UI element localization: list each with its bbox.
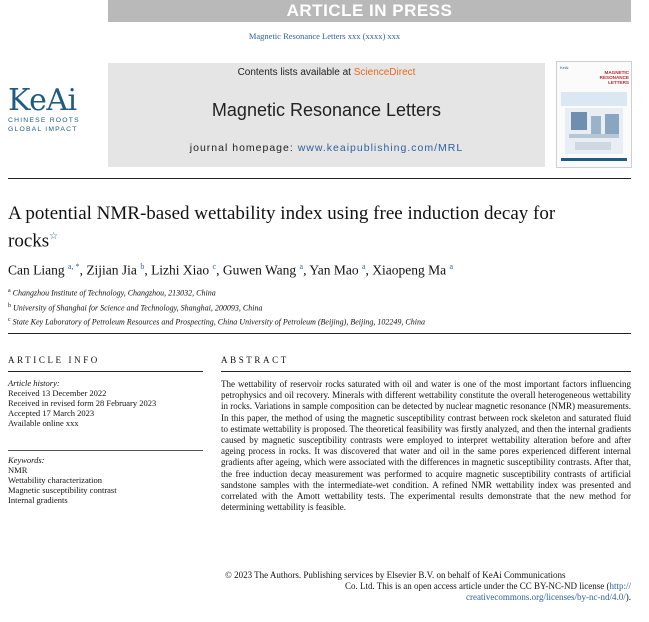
copyright-notice xyxy=(221,570,631,604)
license-link[interactable]: creativecommons.org/licenses/by-nc-nd/4.0/ xyxy=(465,592,626,603)
affiliation-b-sup: b xyxy=(8,302,11,309)
keai-logo-word: KeAi xyxy=(8,83,77,118)
history-revised: Received in revised form 28 February 2023 xyxy=(8,398,157,408)
cover-title: MAGNETIC RESONANCE LETTERS xyxy=(599,70,629,86)
journal-header xyxy=(108,63,545,167)
author-list xyxy=(8,262,631,279)
history-received: Received 13 December 2022 xyxy=(8,388,107,398)
article-title xyxy=(8,202,568,252)
keywords-label: Keywords: xyxy=(8,455,45,465)
author-4-name[interactable]: Guwen Wang xyxy=(222,262,297,278)
author-1-sup[interactable]: a, * xyxy=(68,262,80,271)
author-2-sup[interactable]: b xyxy=(140,262,145,271)
article-info-rule xyxy=(8,371,203,372)
author-4-sup[interactable]: a xyxy=(299,262,304,271)
keywords-rule xyxy=(8,450,203,451)
copyright-line-1: © 2023 The Authors. Publishing services by Elsevier B.V. on behalf of KeAi Communications xyxy=(225,570,566,580)
abstract-heading: ABSTRACT xyxy=(221,355,289,365)
affiliation-a-text: Changzhou Institute of Technology, Changzhou, 213032, China xyxy=(12,288,216,298)
affiliation-c-sup: c xyxy=(8,317,11,324)
author-2-sep: , xyxy=(144,262,152,278)
homepage-link[interactable]: www.keaipublishing.com/MRL xyxy=(297,142,464,154)
homepage-prefix: journal homepage: xyxy=(189,142,298,154)
title-footnote-mark[interactable]: ☆ xyxy=(49,231,59,242)
affiliations xyxy=(8,285,631,329)
sciencedirect-link[interactable]: ScienceDirect xyxy=(353,67,416,78)
author-3-sup[interactable]: c xyxy=(212,262,217,271)
keyword-item: Internal gradients xyxy=(8,495,68,505)
affiliation-c-text: State Key Laboratory of Petroleum Resources and Prospecting, China University of Petroleum (Beijing), Beijing, 102249, China xyxy=(12,317,425,327)
copyright-line-2-text: Co. Ltd. This is an open access article under the CC BY-NC-ND license ( xyxy=(344,581,610,592)
article-info-heading: ARTICLE INFO xyxy=(8,355,100,365)
journal-title: Magnetic Resonance Letters xyxy=(211,100,442,120)
author-3-name[interactable]: Lizhi Xiao xyxy=(151,262,210,278)
copyright-end: ). xyxy=(625,592,631,603)
author-6-sup[interactable]: a xyxy=(449,262,454,271)
copyright-line-3 xyxy=(221,592,631,603)
author-4-sep: , xyxy=(303,262,310,278)
cover-keai: KeAi xyxy=(560,65,569,70)
author-2-name[interactable]: Zijian Jia xyxy=(86,262,137,278)
affiliation-b xyxy=(8,300,631,315)
article-history xyxy=(8,378,203,428)
affiliation-a-sup: a xyxy=(8,288,11,294)
author-1-sep: , xyxy=(79,262,87,278)
copyright-line-2 xyxy=(221,581,631,592)
keyword-item: Magnetic susceptibility contrast xyxy=(8,485,117,495)
history-online: Available online xxx xyxy=(8,418,79,428)
history-accepted: Accepted 17 March 2023 xyxy=(8,408,95,418)
author-6-name[interactable]: Xiaopeng Ma xyxy=(372,262,447,278)
article-in-press-banner: ARTICLE IN PRESS xyxy=(108,0,631,22)
journal-cover-thumbnail[interactable] xyxy=(556,61,632,168)
author-5-sep: , xyxy=(365,262,373,278)
cover-illustration-icon xyxy=(557,62,631,167)
article-history-label: Article history: xyxy=(8,378,60,388)
keyword-item: NMR xyxy=(8,465,28,475)
author-5-sup[interactable]: a xyxy=(361,262,366,271)
contents-line xyxy=(108,67,545,78)
author-3-sep: , xyxy=(216,262,223,278)
middle-rule xyxy=(8,333,631,334)
keyword-item: Wettability characterization xyxy=(8,475,102,485)
author-1-name[interactable]: Can Liang xyxy=(8,262,65,278)
keai-logo-tagline-2: GLOBAL IMPACT xyxy=(8,126,78,133)
affiliation-b-text: University of Shanghai for Science and Technology, Shanghai, 200093, China xyxy=(13,303,263,313)
top-rule xyxy=(8,178,631,179)
affiliation-a xyxy=(8,285,631,300)
abstract-rule xyxy=(221,371,631,372)
contents-prefix: Contents lists available at xyxy=(237,67,354,78)
abstract-body: The wettability of reservoir rocks saturated with oil and water is one of the most important factors influencing petrophysics and oil recovery. Minerals with different wettability constitute the overall heterogeneous wettability in rocks. Variations in sample composition can be detected by nuclear magnetic resonance (NMR) measurements. In this paper, the method of using the magnetic susceptibility contrast between rock skeleton and saturated fluid to estimate wettability is proposed. The theoretical feasibility was firstly analyzed, and then the internal gradients caused by magnetic susceptibility contrasts were employed to interpret wettability alteration before and after ageing process in rocks. It was discovered that water and oil in the same pores experienced different internal gradients after ageing, which were associated with the differences in magnetic susceptibility contrasts. After that, the free induction decay measurement was performed to acquire magnetic susceptibility contrasts of artificial sandstone samples with the intermediate-wet condition. A refined NMR wettability index was presented and correlated with the Amott wettability tests. The experimental results demonstrate that the new method for determining wettability is feasible. xyxy=(221,379,631,513)
affiliation-c xyxy=(8,314,631,329)
keywords xyxy=(8,455,203,505)
journal-reference[interactable]: Magnetic Resonance Letters xxx (xxxx) xxx xyxy=(248,31,401,41)
keai-logo-tagline-1: CHINESE ROOTS xyxy=(8,117,80,124)
article-title-text: A potential NMR-based wettability index using free induction decay for rocks xyxy=(8,203,556,252)
keai-logo xyxy=(8,83,100,134)
homepage-line xyxy=(108,142,545,154)
author-5-name[interactable]: Yan Mao xyxy=(309,262,359,278)
license-link-start[interactable]: http:// xyxy=(609,581,631,592)
